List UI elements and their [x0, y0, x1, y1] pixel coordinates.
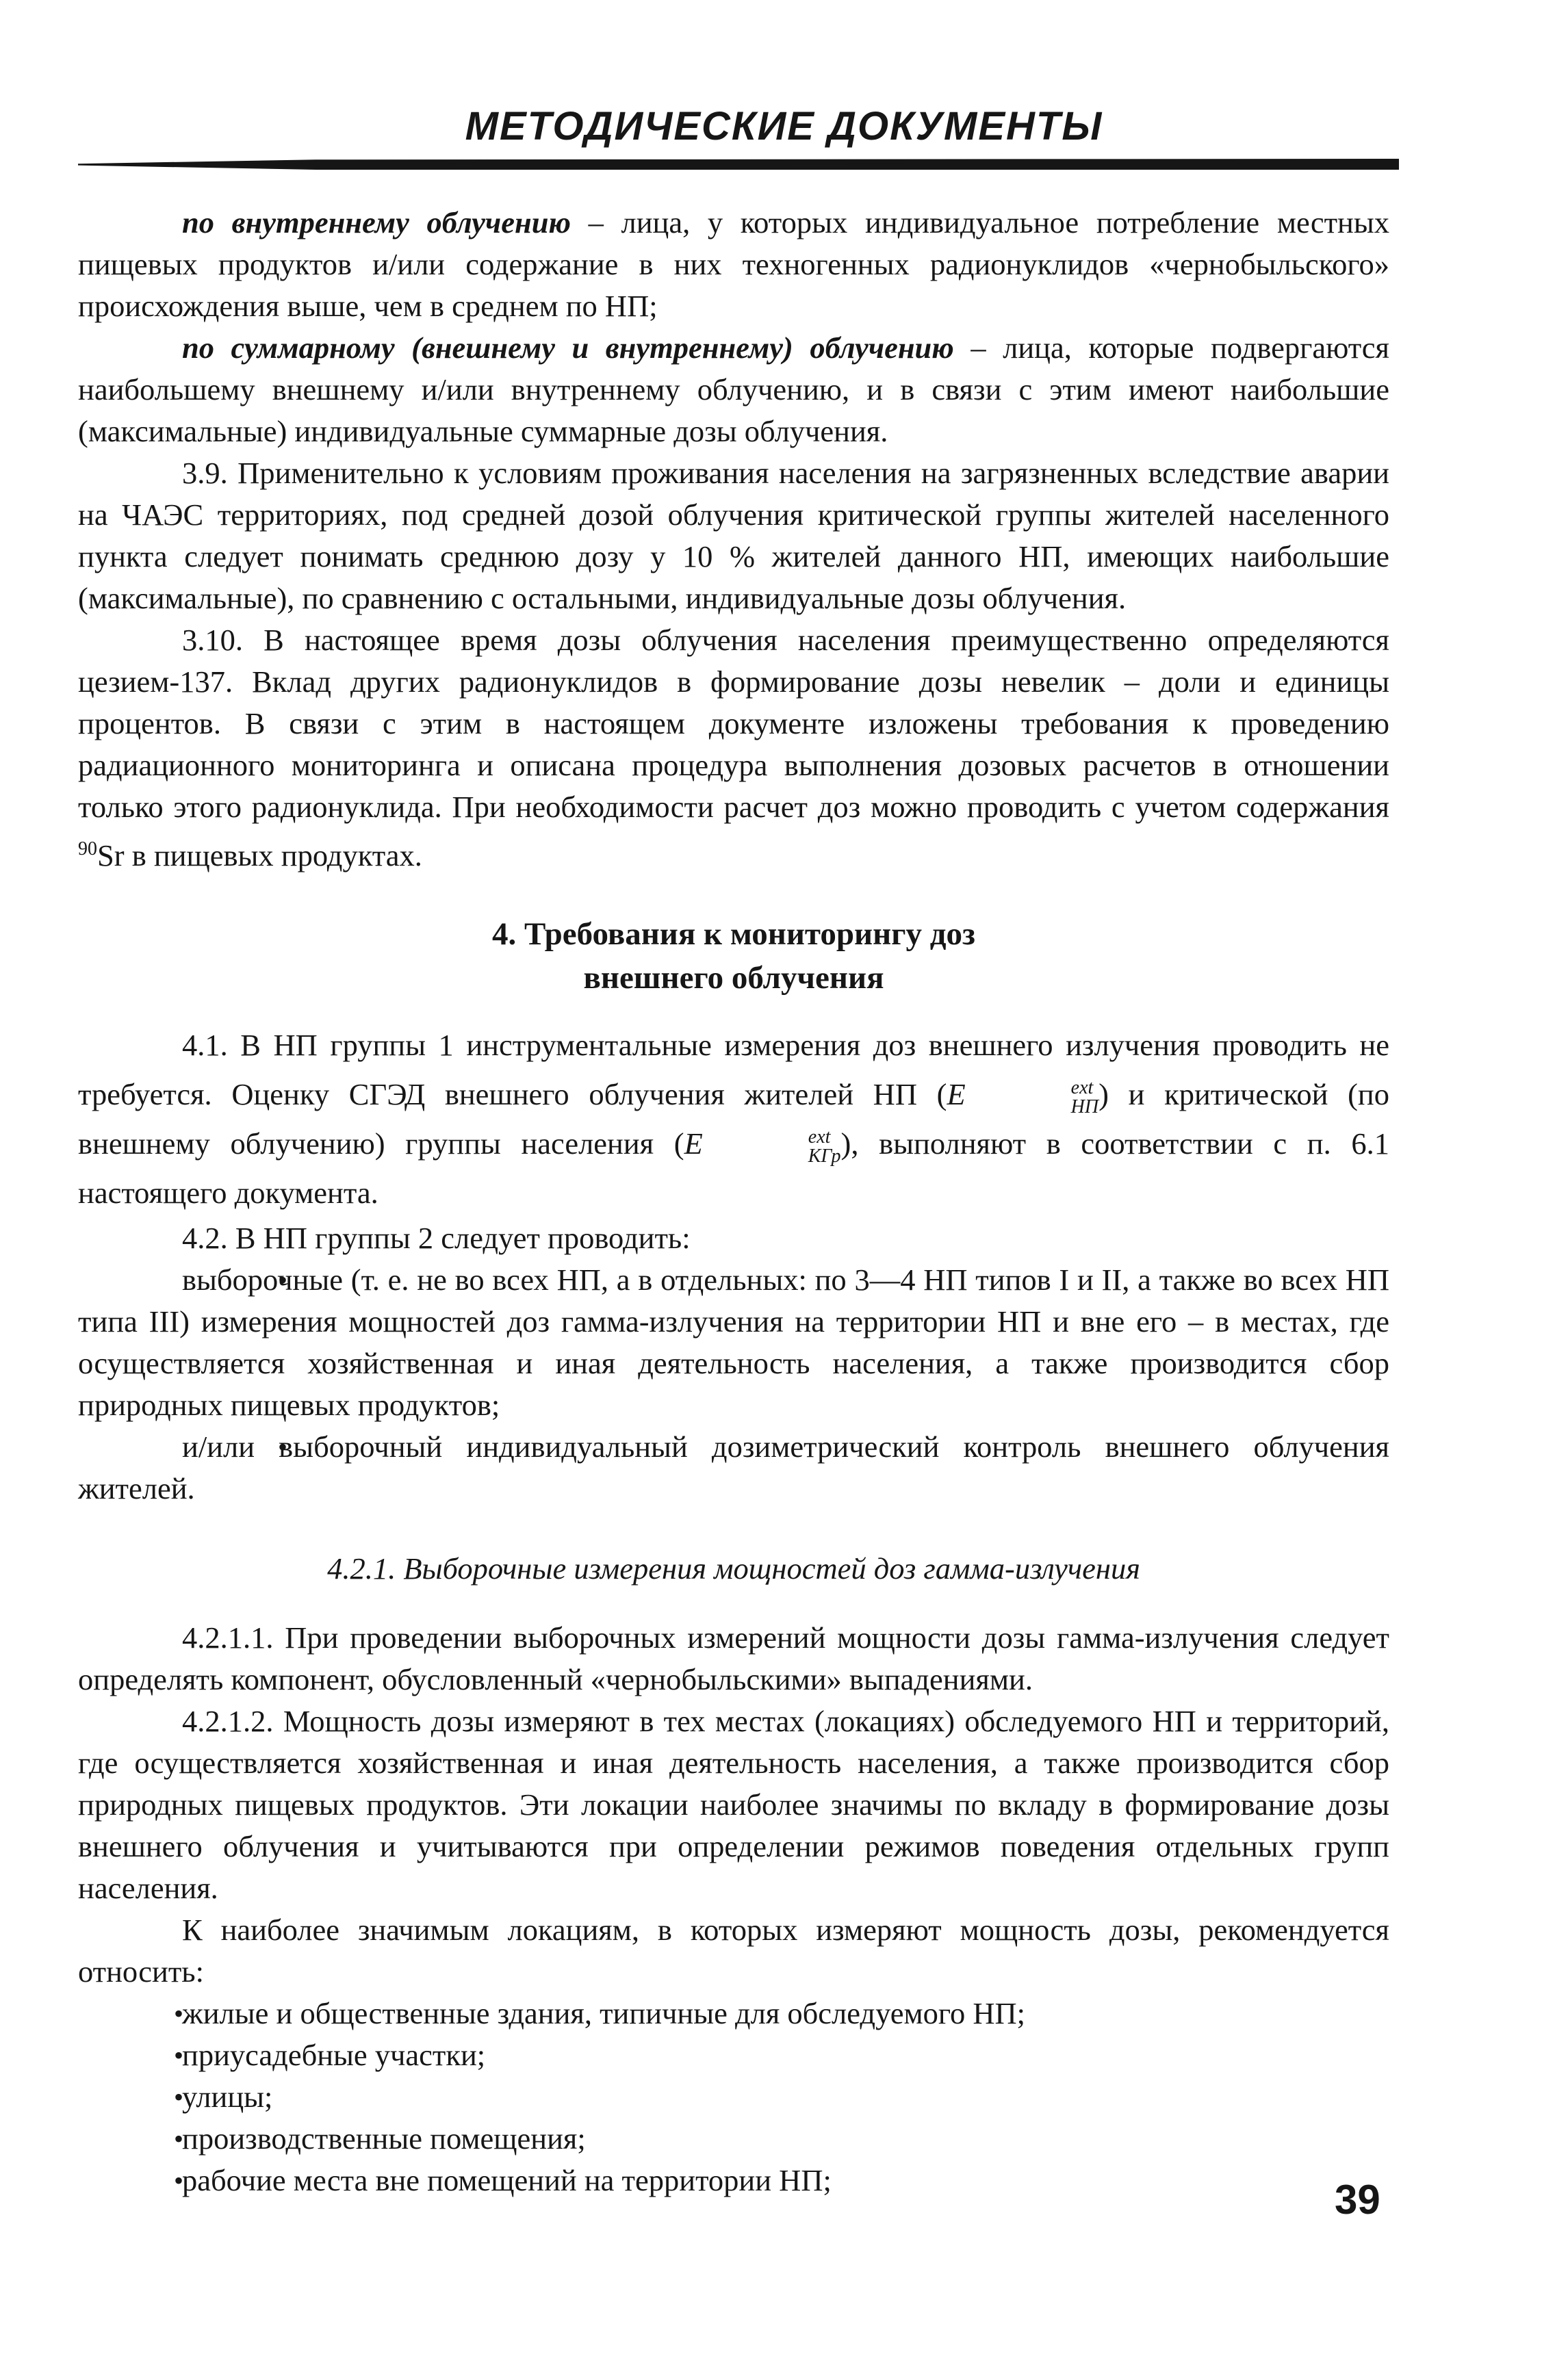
bullet-item: • улицы;	[78, 2076, 1389, 2118]
section-4-title-line1: 4. Требования к мониторингу доз	[492, 916, 975, 952]
paragraph-4-1-part3: ), выполняют в соответствии с п. 6.1 настоящего документа.	[78, 1126, 1390, 1210]
paragraph-4-2: 4.2. В НП группы 2 следует проводить:	[182, 1220, 691, 1255]
section-4-title-line2: внешнего облучения	[583, 959, 884, 996]
paragraph-4-1-part1: 4.1. В НП группы 1 инструментальные измерения доз внешнего излучения проводить не требуется. Оценку СГЭД внешнего облучения жителей НП (	[78, 1027, 1389, 1111]
symbol-e-ext-np	[947, 1076, 1099, 1117]
subsection-4-2-1-title: 4.2.1. Выборочные измерения мощностей доз гамма-излучения	[327, 1551, 1140, 1586]
paragraph-3-10	[78, 619, 1389, 877]
paragraph-3-10-end: в пищевых продуктах.	[124, 838, 422, 872]
paragraph-locations: К наиболее значимым локациям, в которых измеряют мощность дозы, рекомендуется относить:	[78, 1912, 1389, 1989]
header-rule	[78, 159, 1399, 170]
bullet-item: • и/или выборочный индивидуальный дозиметрический контроль внешнего облучения жителей.	[78, 1426, 1389, 1510]
bullet-item: • приусадебные участки;	[78, 2034, 1389, 2076]
paragraph-3-10-text: 3.10. В настоящее время дозы облучения населения преимущественно определяются цезием-137. Вклад других радионуклидов в формирование дозы невелик – доли и единицы процентов. В связи с этим в настоящем документе изложены требования к проведению радиационного мониторинга и описана процедура выполнения дозовых расчетов в отношении только этого радионуклида. При необходимости расчет доз можно проводить с учетом содержания	[78, 623, 1389, 824]
isotope-symbol: Sr	[97, 838, 125, 872]
section-4-title	[78, 912, 1389, 1000]
isotope-mass-number: 90	[78, 838, 97, 859]
paragraph-3-9: 3.9. Применительно к условиям проживания населения на загрязненных вследствие аварии на ЧАЭС территориях, под средней дозой облучения критической группы жителей населенного пункта следует понимать среднюю дозу у 10 % жителей данного НП, имеющих наибольшие (максимальные), по сравнению с остальными, индивидуальные дозы облучения.	[78, 456, 1389, 615]
running-header: МЕТОДИЧЕСКИЕ ДОКУМЕНТЫ	[465, 104, 1103, 148]
symbol-indices	[967, 1078, 1098, 1117]
symbol-sub-np: НП	[1070, 1096, 1099, 1117]
paragraph-4-2-1-2: 4.2.1.2. Мощность дозы измеряют в тех местах (локациях) обследуемого НП и территорий, где осуществляется хозяйственная и иная деятельность населения, а также производится сбор природных пищевых продуктов. Эти локации наиболее значимы по вкладу в формирование дозы внешнего облучения и учитываются при определении режимов поведения отдельных групп населения.	[78, 1703, 1389, 1905]
bullet-item: • рабочие места вне помещений на территории НП;	[78, 2160, 1389, 2201]
definition-total-text: – лица, которые подвергаются наибольшему внешнему и/или внутреннему облучению, и в связи с этим имеют наибольшие (максимальные) индивидуальные суммарные дозы облучения.	[78, 331, 1390, 448]
bullet-item: • производственные помещения;	[78, 2118, 1389, 2160]
symbol-indices	[704, 1128, 841, 1166]
bullet-item: • выборочные (т. е. не во всех НП, а в отдельных: по 3—4 НП типов I и II, а также во всех НП типа III) измерения мощностей доз гамма-излучения на территории НП и вне его – в местах, где осуществляется хозяйственная и иная деятельность населения, а также производится сбор природных пищевых продуктов;	[78, 1259, 1389, 1426]
definition-internal	[78, 202, 1389, 327]
page-number: 39	[1335, 2177, 1380, 2223]
paragraph-4-1	[78, 1020, 1389, 1217]
bullet-item: • жилые и общественные здания, типичные для обследуемого НП;	[78, 1993, 1389, 2034]
symbol-e: E	[684, 1126, 703, 1161]
symbol-sub-kgr: КГр	[808, 1145, 841, 1167]
symbol-sup-ext: ext	[808, 1126, 831, 1148]
paragraph-4-2-1-1: 4.2.1.1. При проведении выборочных измерений мощности дозы гамма-излучения следует определять компонент, обусловленный «чернобыльскими» выпадениями.	[78, 1620, 1389, 1696]
term-internal: по внутреннему облучению	[182, 205, 571, 240]
symbol-e-ext-kgr	[684, 1126, 841, 1167]
page-body	[78, 202, 1389, 2201]
symbol-sup-ext: ext	[1070, 1076, 1094, 1098]
definition-internal-text: – лица, у которых индивидуальное потребление местных пищевых продуктов и/или содержание в них техногенных радионуклидов «чернобыльского» происхождения выше, чем в среднем по НП;	[78, 205, 1390, 323]
symbol-e: E	[947, 1076, 966, 1111]
paragraph-4-1-part2: ) и критической (по внешнему облучению) группы населения (	[78, 1076, 1389, 1161]
term-total: по суммарному (внешнему и внутреннему) облучению	[182, 331, 954, 365]
definition-total	[78, 327, 1389, 452]
